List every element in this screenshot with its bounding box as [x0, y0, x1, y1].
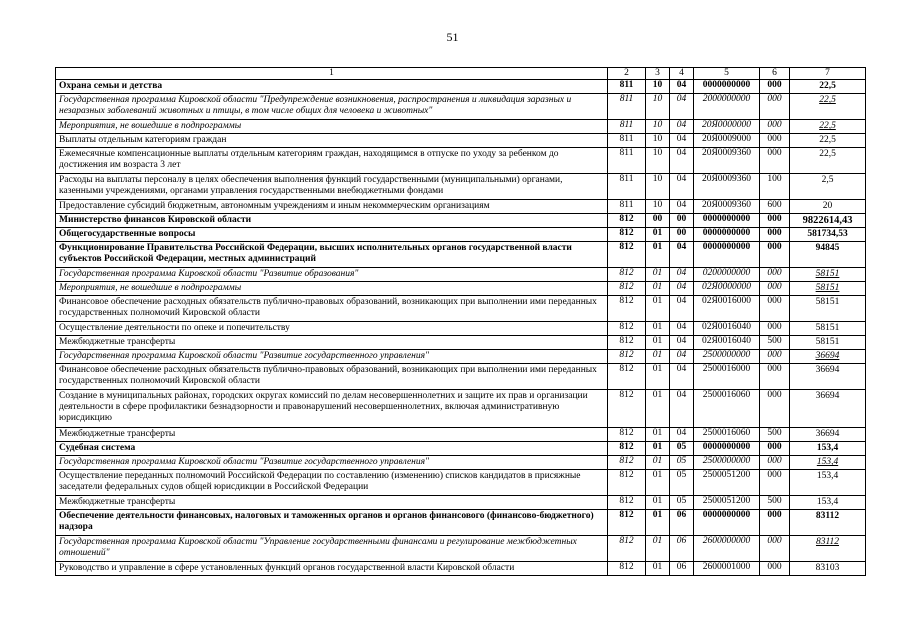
table-row — [56, 120, 866, 134]
code-cell-c5: 2500000000 — [694, 350, 760, 364]
row-name-cell: Финансовое обеспечение расходных обязательств публично-правовых образований, возникающих при выполнении ими переданных государственных полномочий Кировской области — [56, 296, 608, 322]
code-cell-c4: 06 — [670, 536, 694, 562]
code-cell-c6: 000 — [760, 456, 790, 470]
code-cell-c6: 000 — [760, 296, 790, 322]
amount-cell: 36694 — [790, 428, 866, 442]
table-row — [56, 496, 866, 510]
code-cell-c6: 000 — [760, 364, 790, 390]
code-cell-c6: 100 — [760, 174, 790, 200]
code-cell-c3: 01 — [646, 510, 670, 536]
code-cell-c3: 10 — [646, 94, 670, 120]
code-cell-c6: 000 — [760, 268, 790, 282]
table-row — [56, 282, 866, 296]
code-cell-c3: 01 — [646, 242, 670, 268]
code-cell-c4: 04 — [670, 174, 694, 200]
code-cell-c6: 600 — [760, 200, 790, 214]
code-cell-c4: 00 — [670, 214, 694, 228]
code-cell-c3: 01 — [646, 536, 670, 562]
code-cell-c2: 812 — [608, 442, 646, 456]
row-name-cell: Обеспечение деятельности финансовых, налоговых и таможенных органов и органов финансового (финансово-бюджетного) надзора — [56, 510, 608, 536]
code-cell-c5: 20Я0009000 — [694, 134, 760, 148]
code-cell-c3: 00 — [646, 214, 670, 228]
code-cell-c2: 812 — [608, 496, 646, 510]
code-cell-c2: 812 — [608, 536, 646, 562]
table-row — [56, 470, 866, 496]
code-cell-c3: 10 — [646, 134, 670, 148]
code-cell-c4: 04 — [670, 94, 694, 120]
row-name-cell: Предоставление субсидий бюджетным, автономным учреждениям и иным некоммерческим организациям — [56, 200, 608, 214]
amount-cell: 58151 — [790, 322, 866, 336]
code-cell-c2: 811 — [608, 120, 646, 134]
code-cell-c6: 000 — [760, 148, 790, 174]
code-cell-c3: 01 — [646, 456, 670, 470]
code-cell-c3: 10 — [646, 148, 670, 174]
amount-cell: 22,5 — [790, 80, 866, 94]
code-cell-c6: 000 — [760, 228, 790, 242]
code-cell-c5: 2000000000 — [694, 94, 760, 120]
code-cell-c3: 01 — [646, 442, 670, 456]
amount-cell: 581734,53 — [790, 228, 866, 242]
amount-cell: 94845 — [790, 242, 866, 268]
amount-cell: 22,5 — [790, 94, 866, 120]
code-cell-c5: 2600000000 — [694, 536, 760, 562]
code-cell-c3: 01 — [646, 282, 670, 296]
row-name-cell: Мероприятия, не вошедшие в подпрограммы — [56, 120, 608, 134]
code-cell-c3: 01 — [646, 562, 670, 576]
code-cell-c6: 000 — [760, 282, 790, 296]
code-cell-c3: 10 — [646, 174, 670, 200]
amount-cell: 58151 — [790, 296, 866, 322]
code-cell-c5: 2500016000 — [694, 364, 760, 390]
code-cell-c5: 20Я0009360 — [694, 148, 760, 174]
table-row — [56, 390, 866, 428]
table-row — [56, 442, 866, 456]
code-cell-c5: 2500016060 — [694, 390, 760, 428]
amount-cell: 58151 — [790, 282, 866, 296]
table-row — [56, 148, 866, 174]
code-cell-c6: 000 — [760, 470, 790, 496]
page-number: 51 — [446, 30, 459, 44]
table-row — [56, 456, 866, 470]
amount-cell: 9822614,43 — [790, 214, 866, 228]
table-row — [56, 134, 866, 148]
code-cell-c2: 812 — [608, 470, 646, 496]
code-cell-c2: 812 — [608, 336, 646, 350]
budget-table — [55, 67, 866, 576]
code-cell-c2: 812 — [608, 456, 646, 470]
code-cell-c2: 812 — [608, 214, 646, 228]
code-cell-c2: 811 — [608, 80, 646, 94]
table-row — [56, 562, 866, 576]
code-cell-c6: 000 — [760, 80, 790, 94]
code-cell-c2: 812 — [608, 228, 646, 242]
row-name-cell: Государственная программа Кировской области "Развитие государственного управления" — [56, 350, 608, 364]
row-name-cell: Руководство и управление в сфере установленных функций органов государственной власти Кировской области — [56, 562, 608, 576]
code-cell-c4: 04 — [670, 80, 694, 94]
row-name-cell: Министерство финансов Кировской области — [56, 214, 608, 228]
code-cell-c4: 04 — [670, 336, 694, 350]
code-cell-c5: 0000000000 — [694, 242, 760, 268]
code-cell-c5: 0000000000 — [694, 80, 760, 94]
row-name-cell: Государственная программа Кировской области "Управление государственными финансами и регулирование межбюджетных отношений" — [56, 536, 608, 562]
row-name-cell: Выплаты отдельным категориям граждан — [56, 134, 608, 148]
code-cell-c5: 02Я0000000 — [694, 282, 760, 296]
table-row — [56, 364, 866, 390]
table-header-row — [56, 68, 866, 80]
row-name-cell: Расходы на выплаты персоналу в целях обеспечения выполнения функций государственными (муниципальными) органами, казенными учреждениями, органами управления государственными внебюджетными фондами — [56, 174, 608, 200]
code-cell-c4: 04 — [670, 242, 694, 268]
table-row — [56, 428, 866, 442]
code-cell-c6: 000 — [760, 322, 790, 336]
code-cell-c6: 500 — [760, 428, 790, 442]
code-cell-c5: 2500016060 — [694, 428, 760, 442]
amount-cell: 36694 — [790, 350, 866, 364]
code-cell-c4: 05 — [670, 456, 694, 470]
code-cell-c6: 000 — [760, 214, 790, 228]
row-name-cell: Государственная программа Кировской области "Предупреждение возникновения, распространения и ликвидация заразных и незаразных заболеваний животных и птицы, в том числе общих для человека и животных" — [56, 94, 608, 120]
code-cell-c3: 01 — [646, 268, 670, 282]
header-cell-7: 7 — [790, 68, 866, 80]
table-row — [56, 174, 866, 200]
code-cell-c4: 04 — [670, 428, 694, 442]
code-cell-c5: 0000000000 — [694, 214, 760, 228]
code-cell-c4: 04 — [670, 200, 694, 214]
code-cell-c2: 811 — [608, 148, 646, 174]
code-cell-c5: 0000000000 — [694, 510, 760, 536]
code-cell-c5: 0000000000 — [694, 228, 760, 242]
row-name-cell: Государственная программа Кировской области "Развитие государственного управления" — [56, 456, 608, 470]
row-name-cell: Функционирование Правительства Российской Федерации, высших исполнительных органов государственной власти субъектов Российской Федерации, местных администраций — [56, 242, 608, 268]
amount-cell: 83112 — [790, 510, 866, 536]
amount-cell: 36694 — [790, 364, 866, 390]
amount-cell: 153,4 — [790, 456, 866, 470]
table-row — [56, 94, 866, 120]
code-cell-c2: 812 — [608, 268, 646, 282]
amount-cell: 22,5 — [790, 134, 866, 148]
amount-cell: 22,5 — [790, 120, 866, 134]
code-cell-c4: 04 — [670, 134, 694, 148]
row-name-cell: Межбюджетные трансферты — [56, 428, 608, 442]
code-cell-c2: 811 — [608, 134, 646, 148]
code-cell-c4: 04 — [670, 120, 694, 134]
table-row — [56, 228, 866, 242]
code-cell-c6: 000 — [760, 242, 790, 268]
code-cell-c5: 0200000000 — [694, 268, 760, 282]
row-name-cell: Охрана семьи и детства — [56, 80, 608, 94]
code-cell-c2: 812 — [608, 322, 646, 336]
code-cell-c4: 04 — [670, 390, 694, 428]
table-row — [56, 200, 866, 214]
code-cell-c4: 05 — [670, 442, 694, 456]
code-cell-c4: 04 — [670, 364, 694, 390]
code-cell-c4: 00 — [670, 228, 694, 242]
code-cell-c5: 02Я0016040 — [694, 322, 760, 336]
code-cell-c5: 0000000000 — [694, 442, 760, 456]
code-cell-c4: 04 — [670, 148, 694, 174]
code-cell-c2: 811 — [608, 200, 646, 214]
code-cell-c4: 05 — [670, 470, 694, 496]
header-cell-6: 6 — [760, 68, 790, 80]
code-cell-c3: 01 — [646, 296, 670, 322]
row-name-cell: Межбюджетные трансферты — [56, 336, 608, 350]
row-name-cell: Финансовое обеспечение расходных обязательств публично-правовых образований, возникающих при выполнении ими переданных государственных полномочий Кировской области — [56, 364, 608, 390]
row-name-cell: Создание в муниципальных районах, городских округах комиссий по делам несовершеннолетних и защите их прав и организации деятельности в сфере профилактики безнадзорности и правонарушений несовершеннолетних, включая административную юрисдикцию — [56, 390, 608, 428]
code-cell-c3: 01 — [646, 228, 670, 242]
table-row — [56, 350, 866, 364]
code-cell-c6: 000 — [760, 134, 790, 148]
code-cell-c6: 000 — [760, 562, 790, 576]
code-cell-c2: 812 — [608, 562, 646, 576]
code-cell-c2: 812 — [608, 428, 646, 442]
amount-cell: 153,4 — [790, 442, 866, 456]
code-cell-c4: 05 — [670, 496, 694, 510]
row-name-cell: Межбюджетные трансферты — [56, 496, 608, 510]
code-cell-c3: 01 — [646, 470, 670, 496]
code-cell-c6: 000 — [760, 94, 790, 120]
code-cell-c3: 10 — [646, 80, 670, 94]
code-cell-c4: 04 — [670, 350, 694, 364]
code-cell-c5: 02Я0016000 — [694, 296, 760, 322]
code-cell-c3: 01 — [646, 350, 670, 364]
code-cell-c2: 812 — [608, 350, 646, 364]
code-cell-c5: 2500000000 — [694, 456, 760, 470]
header-cell-1: 1 — [56, 68, 608, 80]
amount-cell: 36694 — [790, 390, 866, 428]
row-name-cell: Общегосударственные вопросы — [56, 228, 608, 242]
code-cell-c5: 20Я0000000 — [694, 120, 760, 134]
row-name-cell: Судебная система — [56, 442, 608, 456]
code-cell-c2: 812 — [608, 364, 646, 390]
code-cell-c5: 2600001000 — [694, 562, 760, 576]
code-cell-c5: 20Я0009360 — [694, 174, 760, 200]
amount-cell: 83112 — [790, 536, 866, 562]
code-cell-c3: 01 — [646, 322, 670, 336]
code-cell-c4: 04 — [670, 296, 694, 322]
code-cell-c3: 10 — [646, 120, 670, 134]
table-row — [56, 214, 866, 228]
code-cell-c2: 812 — [608, 282, 646, 296]
table-row — [56, 336, 866, 350]
table-row — [56, 536, 866, 562]
amount-cell: 2,5 — [790, 174, 866, 200]
table-row — [56, 296, 866, 322]
code-cell-c2: 811 — [608, 174, 646, 200]
header-cell-3: 3 — [646, 68, 670, 80]
table-row — [56, 242, 866, 268]
code-cell-c2: 812 — [608, 390, 646, 428]
code-cell-c3: 01 — [646, 496, 670, 510]
code-cell-c2: 812 — [608, 242, 646, 268]
code-cell-c6: 000 — [760, 510, 790, 536]
code-cell-c4: 04 — [670, 268, 694, 282]
code-cell-c5: 02Я0016040 — [694, 336, 760, 350]
amount-cell: 153,4 — [790, 470, 866, 496]
code-cell-c3: 01 — [646, 428, 670, 442]
row-name-cell: Ежемесячные компенсационные выплаты отдельным категориям граждан, находящимся в отпуске по уходу за ребенком до достижения им возраста 3 лет — [56, 148, 608, 174]
code-cell-c3: 01 — [646, 390, 670, 428]
table-row — [56, 80, 866, 94]
code-cell-c6: 000 — [760, 442, 790, 456]
code-cell-c4: 04 — [670, 322, 694, 336]
code-cell-c6: 500 — [760, 496, 790, 510]
amount-cell: 22,5 — [790, 148, 866, 174]
amount-cell: 20 — [790, 200, 866, 214]
code-cell-c4: 04 — [670, 282, 694, 296]
code-cell-c6: 000 — [760, 390, 790, 428]
table-row — [56, 322, 866, 336]
code-cell-c6: 000 — [760, 120, 790, 134]
row-name-cell: Осуществление деятельности по опеке и попечительству — [56, 322, 608, 336]
code-cell-c4: 06 — [670, 510, 694, 536]
code-cell-c6: 000 — [760, 350, 790, 364]
code-cell-c6: 000 — [760, 536, 790, 562]
amount-cell: 58151 — [790, 268, 866, 282]
code-cell-c4: 06 — [670, 562, 694, 576]
amount-cell: 83103 — [790, 562, 866, 576]
code-cell-c3: 01 — [646, 364, 670, 390]
code-cell-c2: 812 — [608, 296, 646, 322]
header-cell-2: 2 — [608, 68, 646, 80]
code-cell-c3: 10 — [646, 200, 670, 214]
amount-cell: 58151 — [790, 336, 866, 350]
row-name-cell: Осуществление переданных полномочий Российской Федерации по составлению (изменению) списков кандидатов в присяжные заседатели федеральных судов общей юрисдикции в Российской Федерации — [56, 470, 608, 496]
code-cell-c2: 812 — [608, 510, 646, 536]
amount-cell: 153,4 — [790, 496, 866, 510]
header-cell-4: 4 — [670, 68, 694, 80]
code-cell-c3: 01 — [646, 336, 670, 350]
row-name-cell: Мероприятия, не вошедшие в подпрограммы — [56, 282, 608, 296]
table-row — [56, 268, 866, 282]
row-name-cell: Государственная программа Кировской области "Развитие образования" — [56, 268, 608, 282]
header-cell-5: 5 — [694, 68, 760, 80]
code-cell-c2: 811 — [608, 94, 646, 120]
table-row — [56, 510, 866, 536]
code-cell-c6: 500 — [760, 336, 790, 350]
code-cell-c5: 2500051200 — [694, 470, 760, 496]
code-cell-c5: 20Я0009360 — [694, 200, 760, 214]
code-cell-c5: 2500051200 — [694, 496, 760, 510]
